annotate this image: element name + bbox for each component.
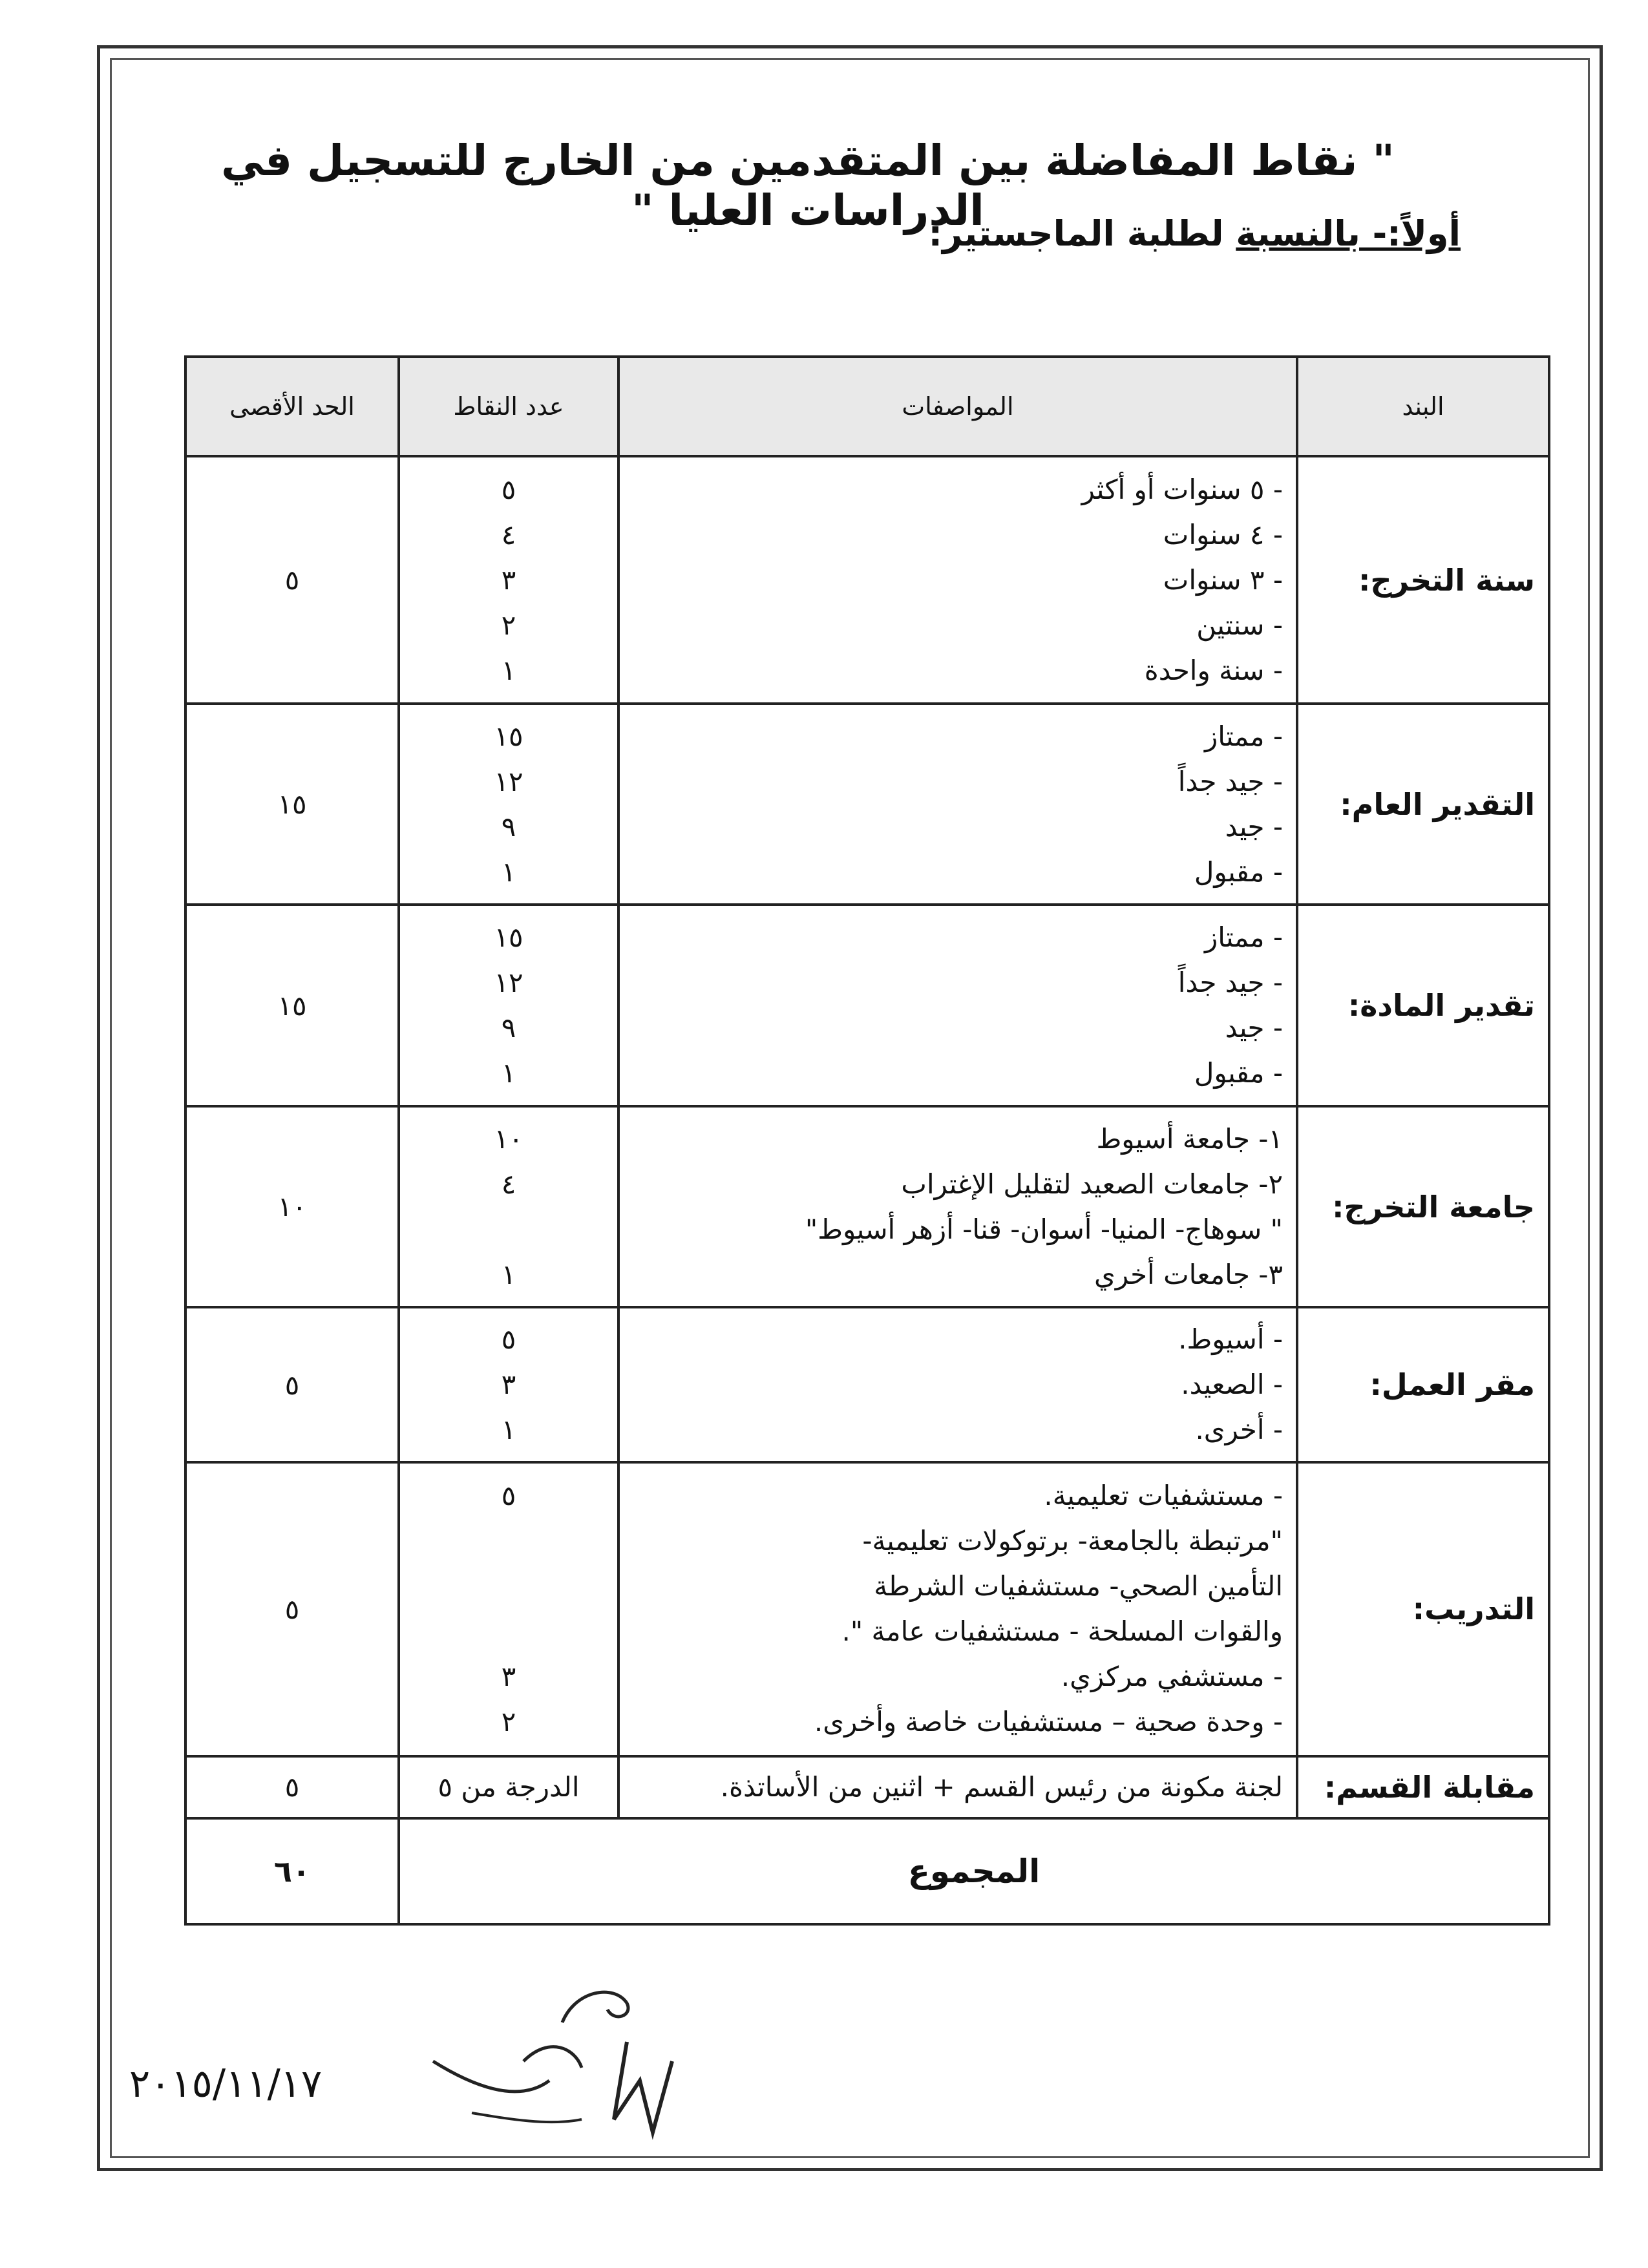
points-value: ٩: [501, 1012, 516, 1044]
points-value: الدرجة من ٥: [438, 1770, 580, 1803]
total-value: ٦٠: [185, 1818, 399, 1924]
row-max: ٥: [185, 1756, 399, 1818]
points-value: ٥: [501, 473, 516, 505]
points-value: [413, 1564, 604, 1609]
points-value: ١: [501, 1057, 516, 1089]
spec-line: - أسيوط.: [1178, 1323, 1283, 1356]
points-value: [413, 1518, 604, 1564]
points-value: ٢: [501, 609, 516, 641]
points-value: ٥: [501, 1323, 516, 1356]
points-value: ١: [501, 1414, 516, 1446]
row-item-label: مقر العمل:: [1297, 1307, 1549, 1462]
points-value: ١٥: [494, 720, 523, 752]
row-item-label: سنة التخرج:: [1297, 456, 1549, 704]
row-points: [399, 1307, 618, 1462]
row-specs: [618, 456, 1297, 704]
criteria-table-wrapper: [184, 355, 1548, 1926]
total-row: [185, 1818, 1549, 1924]
spec-line: - سنتين: [1196, 609, 1283, 641]
points-value: ٢: [501, 1706, 516, 1738]
points-value: ١٢: [494, 967, 523, 999]
spec-line: - ٣ سنوات: [1163, 563, 1283, 596]
row-item-label: التدريب:: [1297, 1462, 1549, 1756]
row-max: ١٥: [185, 905, 399, 1106]
spec-line: - مقبول: [1194, 856, 1283, 888]
points-value: [413, 1609, 604, 1654]
points-value: ٩: [501, 810, 516, 843]
table-row: [185, 456, 1549, 704]
row-max: ٥: [185, 456, 399, 704]
criteria-table: [184, 355, 1550, 1926]
spec-line: - جيد: [1225, 1012, 1283, 1044]
points-value: [413, 1207, 604, 1252]
spec-line: لجنة مكونة من رئيس القسم + اثنين من الأساتذة.: [720, 1770, 1283, 1803]
row-max: ٥: [185, 1307, 399, 1462]
row-item-label: التقدير العام:: [1297, 704, 1549, 905]
table-row: [185, 1462, 1549, 1756]
spec-line: - ٤ سنوات: [1163, 518, 1283, 551]
spec-line: ٢- جامعات الصعيد لتقليل الإغتراب: [901, 1168, 1283, 1200]
row-points: [399, 1106, 618, 1307]
row-points: [399, 456, 618, 704]
spec-line: "مرتبطة بالجامعة- برتوكولات تعليمية-: [862, 1525, 1283, 1557]
points-value: ٥: [501, 1480, 516, 1512]
points-value: ٣: [501, 1369, 516, 1401]
points-value: ١٢: [494, 765, 523, 797]
points-value: ٤: [501, 518, 516, 551]
spec-line: - سنة واحدة: [1144, 654, 1283, 686]
spec-line: " سوهاج- المنيا- أسوان- قنا- أزهر أسيوط": [805, 1213, 1283, 1245]
spec-line: - وحدة صحية – مستشفيات خاصة وأخرى.: [814, 1706, 1283, 1738]
document-title: " نقاط المفاضلة بين المتقدمين من الخارج للتسجيل في الدراسات العليا ": [221, 136, 1395, 235]
subtitle-lead: أولاً:- بالنسبة: [1236, 213, 1461, 254]
points-value: ٣: [501, 1661, 516, 1693]
points-value: ١: [501, 654, 516, 686]
signature-date: ٢٠١٥/١١/١٧: [129, 2061, 322, 2106]
points-value: ١٥: [494, 921, 523, 954]
spec-line: - ممتاز: [1204, 921, 1283, 954]
row-specs: [618, 1106, 1297, 1307]
row-max: ٥: [185, 1462, 399, 1756]
section-subtitle: [929, 213, 1461, 254]
table-row: [185, 1106, 1549, 1307]
points-value: ١٠: [494, 1122, 523, 1155]
row-points: [399, 704, 618, 905]
spec-line: - جيد: [1225, 810, 1283, 843]
subtitle-rest: لطلبة الماجستير:: [928, 213, 1224, 254]
row-points: [399, 905, 618, 1106]
header-points: عدد النقاط: [399, 357, 618, 456]
table-header-row: [185, 357, 1549, 456]
spec-line: - أخرى.: [1195, 1414, 1283, 1446]
row-specs: [618, 1307, 1297, 1462]
spec-line: والقوات المسلحة - مستشفيات عامة ".: [841, 1615, 1283, 1648]
total-label: المجموع: [399, 1818, 1549, 1924]
header-max: الحد الأقصى: [185, 357, 399, 456]
row-specs: [618, 704, 1297, 905]
spec-line: - جيد جداً: [1178, 967, 1283, 999]
points-value: ٣: [501, 563, 516, 596]
row-max: ١٥: [185, 704, 399, 905]
header-specs: المواصفات: [618, 357, 1297, 456]
row-specs: [618, 1756, 1297, 1818]
spec-line: - مستشفي مركزي.: [1061, 1661, 1283, 1693]
spec-line: - مقبول: [1194, 1057, 1283, 1089]
spec-line: التأمين الصحي- مستشفيات الشرطة: [874, 1570, 1283, 1602]
row-item-label: مقابلة القسم:: [1297, 1756, 1549, 1818]
spec-line: - مستشفيات تعليمية.: [1044, 1480, 1283, 1512]
row-max: ١٠: [185, 1106, 399, 1307]
row-points: [399, 1462, 618, 1756]
spec-line: ١- جامعة أسيوط: [1096, 1122, 1283, 1155]
spec-line: ٣- جامعات أخري: [1094, 1258, 1283, 1290]
table-row: [185, 1756, 1549, 1818]
points-value: ٤: [501, 1168, 516, 1200]
table-body: [185, 456, 1549, 1818]
spec-line: - جيد جداً: [1178, 765, 1283, 797]
table-row: [185, 905, 1549, 1106]
row-item-label: جامعة التخرج:: [1297, 1106, 1549, 1307]
points-value: ١: [501, 856, 516, 888]
row-specs: [618, 905, 1297, 1106]
points-value: ١: [501, 1258, 516, 1290]
row-specs: [618, 1462, 1297, 1756]
spec-line: - ممتاز: [1204, 720, 1283, 752]
row-points: [399, 1756, 618, 1818]
spec-line: - الصعيد.: [1181, 1369, 1283, 1401]
header-item: البند: [1297, 357, 1549, 456]
table-row: [185, 704, 1549, 905]
table-row: [185, 1307, 1549, 1462]
spec-line: - ٥ سنوات أو أكثر: [1081, 473, 1283, 505]
row-item-label: تقدير المادة:: [1297, 905, 1549, 1106]
